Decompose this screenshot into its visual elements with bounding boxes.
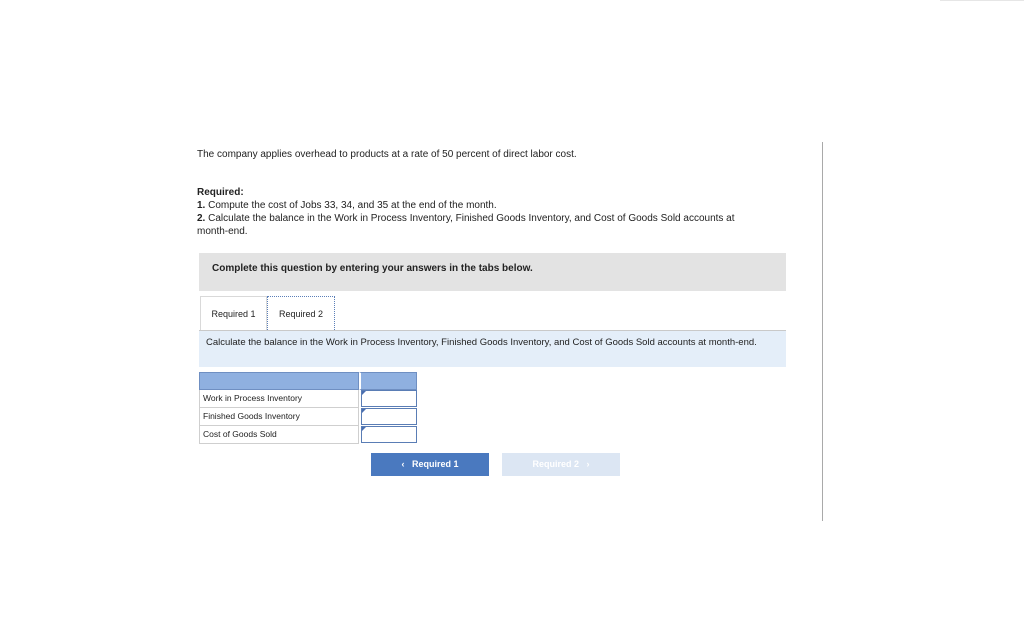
required-item-1: 1. Compute the cost of Jobs 33, 34, and 35 at the end of the month. <box>197 200 497 211</box>
next-required-button[interactable] <box>502 453 620 476</box>
required-heading: Required: <box>197 187 244 198</box>
tab-required-1[interactable]: Required 1 <box>200 296 267 330</box>
wip-input[interactable] <box>362 394 416 409</box>
fg-input-cell <box>361 408 417 425</box>
instruction-box: Complete this question by entering your answers in the tabs below. <box>199 253 786 291</box>
required-item-2: 2. Calculate the balance in the Work in Process Inventory, Finished Goods Inventory, and Cost of Goods Sold accounts at month-end. <box>197 213 735 237</box>
intro-text: The company applies overhead to products at a rate of 50 percent of direct labor cost. <box>197 149 577 160</box>
fg-input[interactable] <box>362 412 416 427</box>
wip-input-cell <box>361 390 417 407</box>
prev-required-button[interactable] <box>371 453 489 476</box>
question-panel: Calculate the balance in the Work in Process Inventory, Finished Goods Inventory, and Cost of Goods Sold accounts at month-end. <box>199 331 786 367</box>
answer-grid <box>199 372 417 444</box>
cogs-input[interactable] <box>362 430 416 445</box>
row-label: Finished Goods Inventory <box>199 408 359 426</box>
grid-row-cogs <box>199 426 417 444</box>
chevron-left-icon: ‹ <box>401 459 405 469</box>
chevron-right-icon: › <box>586 459 590 469</box>
tab-required-2[interactable]: Required 2 <box>267 296 335 330</box>
grid-header-value-cell <box>359 372 417 390</box>
top-divider <box>940 0 1024 1</box>
row-label: Work in Process Inventory <box>199 390 359 408</box>
grid-row-wip <box>199 390 417 408</box>
required-section <box>197 186 757 238</box>
row-label: Cost of Goods Sold <box>199 426 359 444</box>
grid-row-fg <box>199 408 417 426</box>
grid-header <box>199 372 417 390</box>
cogs-input-cell <box>361 426 417 443</box>
next-button-label: Required 2 <box>532 459 579 469</box>
prev-button-label: Required 1 <box>412 459 459 469</box>
right-divider <box>822 142 823 521</box>
grid-header-label-cell <box>199 372 359 390</box>
